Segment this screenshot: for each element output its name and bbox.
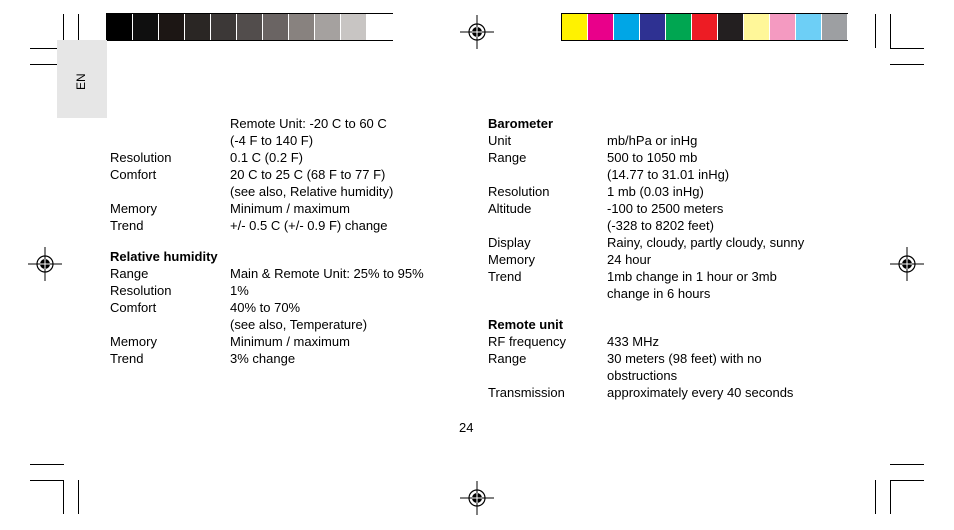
spec-label: RF frequency [488,334,567,349]
registration-mark-bottom-icon [460,481,494,515]
spec-value: Main & Remote Unit: 25% to 95% [230,266,424,281]
spec-value: 30 meters (98 feet) with no [607,351,762,366]
color-swatch [640,14,666,40]
spec-label: Comfort [110,167,157,182]
spec-value: 433 MHz [607,334,660,349]
grayscale-swatch [107,14,133,40]
grayscale-swatch [289,14,315,40]
color-swatch [796,14,822,40]
spec-value: Remote Unit: -20 C to 60 C [230,116,387,131]
spec-label: Range [110,266,149,281]
spec-label: Resolution [110,283,172,298]
registration-mark-top-icon [460,15,494,49]
spec-value: 24 hour [607,252,652,267]
section-heading: Remote unit [488,317,564,332]
color-swatch [562,14,588,40]
spec-label: Memory [488,252,535,267]
spec-value: Rainy, cloudy, partly cloudy, sunny [607,235,805,250]
spec-value: Minimum / maximum [230,334,350,349]
grayscale-swatch [315,14,341,40]
spec-label: Trend [488,269,522,284]
spec-value: 40% to 70% [230,300,301,315]
spec-label: Range [488,150,527,165]
grayscale-swatch [159,14,185,40]
spec-label: Trend [110,218,144,233]
color-swatch [770,14,796,40]
spec-label: Resolution [488,184,550,199]
grayscale-swatch [185,14,211,40]
spec-label: Display [488,235,531,250]
color-swatch [718,14,744,40]
spec-label: Unit [488,133,512,148]
spec-label: Range [488,351,527,366]
spec-value: obstructions [607,368,678,383]
spec-label: Memory [110,334,157,349]
registration-mark-right-icon [890,247,924,281]
grayscale-swatch [367,14,393,40]
language-tab-label: EN [74,73,88,90]
grayscale-swatch [237,14,263,40]
spec-value: (-4 F to 140 F) [230,133,314,148]
spec-label: Transmission [488,385,565,400]
spec-value: (-328 to 8202 feet) [607,218,714,233]
spec-value: (see also, Temperature) [230,317,368,332]
spec-value: mb/hPa or inHg [607,133,698,148]
spec-value: approximately every 40 seconds [607,385,794,400]
grayscale-swatch [211,14,237,40]
spec-value: 3% change [230,351,296,366]
spec-value: 1% [230,283,249,298]
spec-value: Minimum / maximum [230,201,350,216]
grayscale-swatch [341,14,367,40]
spec-value: +/- 0.5 C (+/- 0.9 F) change [230,218,388,233]
spec-label: Memory [110,201,157,216]
spec-value: (see also, Relative humidity) [230,184,394,199]
spec-value: -100 to 2500 meters [607,201,724,216]
grayscale-swatch [263,14,289,40]
spec-value: 0.1 C (0.2 F) [230,150,303,165]
grayscale-swatch [133,14,159,40]
color-swatch [614,14,640,40]
spec-value: 500 to 1050 mb [607,150,698,165]
spec-label: Altitude [488,201,532,216]
spec-value: change in 6 hours [607,286,711,301]
color-swatch [692,14,718,40]
spec-label: Trend [110,351,144,366]
color-swatch [744,14,770,40]
registration-mark-left-icon [28,247,62,281]
section-heading: Relative humidity [110,249,218,264]
spec-value: 1 mb (0.03 inHg) [607,184,704,199]
spec-label: Comfort [110,300,157,315]
page-number: 24 [459,420,474,435]
spec-label: Resolution [110,150,172,165]
spec-value: 1mb change in 1 hour or 3mb [607,269,777,284]
spec-value: 20 C to 25 C (68 F to 77 F) [230,167,386,182]
color-swatch [666,14,692,40]
spec-value: (14.77 to 31.01 inHg) [607,167,730,182]
color-swatch [588,14,614,40]
section-heading: Barometer [488,116,554,131]
color-swatch [822,14,848,40]
